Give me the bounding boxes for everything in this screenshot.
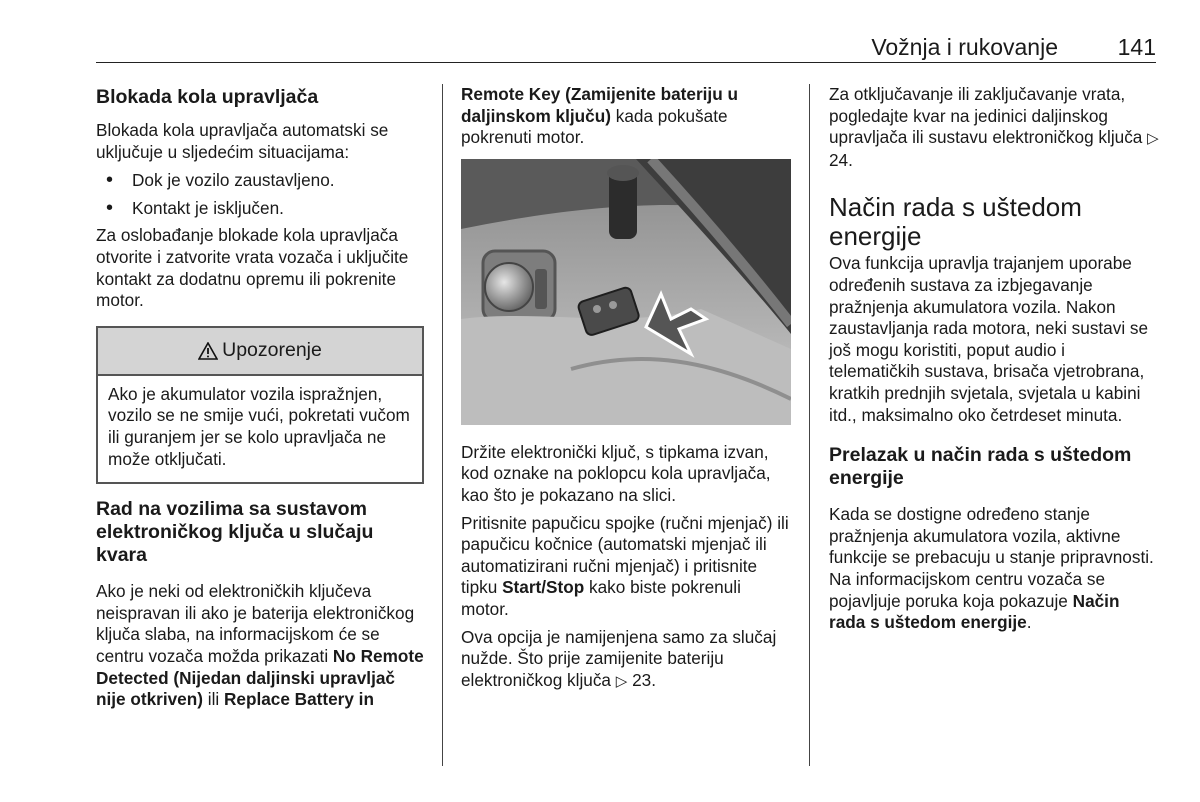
page-ref: 23. — [632, 669, 657, 690]
section-heading: Blokada kola upravljača — [96, 86, 319, 108]
text-run: kako biste pokrenuli motor. — [461, 577, 741, 619]
paragraph: Držite elektronički ključ, s tipkama izvan, kod oznake na poklopcu kola upravljača, kao što je pokazano na slici. — [461, 441, 771, 505]
paragraph — [461, 84, 791, 149]
text-run: Ako je neki od elektroničkih ključeva neispravan ili ako je baterija elektroničkog ključa slaba, na informacijskom će se centru vozača možda prikazati — [96, 581, 415, 666]
warning-text: Ako je akumulator vozila ispražnjen, vozilo se ne smije vući, pokretati vučom ili guranjem jer se kolo upravljača ne može otključati. — [108, 383, 410, 469]
page-ref-icon: ▷ — [1147, 130, 1159, 148]
text-run: Pritisnite papučicu spojke (ručni mjenjač) ili papučicu kočnice (automatski mjenjač ili automatizirani ručni mjenjač) i pritisnite tipku — [461, 512, 789, 598]
text-run: ili — [202, 689, 224, 710]
text-run: Kada se dostigne određeno stanje pražnjenja akumulatora vozila, aktivne funkcije se prebacuju u stanje pripravnosti. Na informacijskom centru vozača se pojavljuje poruka koja pokazuje — [829, 504, 1154, 611]
section-heading: Rad na vozilima sa sustavom elektroničkog ključa u slučaju kvara — [96, 498, 374, 567]
page-number: 141 — [1117, 34, 1156, 60]
list-item: • Kontakt je isključen. — [96, 198, 424, 220]
warning-header — [98, 328, 422, 376]
column-2 — [461, 84, 791, 692]
message-text: Replace Battery in — [223, 689, 374, 710]
subsection-heading: Prelazak u način rada s uštedom energije — [829, 444, 1132, 490]
section-heading: Način rada s uštedom energije — [829, 192, 1082, 252]
page-ref: 24. — [829, 149, 853, 170]
message-text: No Remote Detected (Nijedan daljinski upravljač nije otkriven) — [96, 645, 424, 710]
text-run: Za otključavanje ili zaključavanje vrata, pogledajte kvar na jedinici daljinskog upravljača ili sustavu elektroničkog ključa — [829, 84, 1143, 148]
warning-box — [96, 326, 424, 484]
paragraph — [96, 581, 424, 711]
bullet-list — [96, 170, 424, 219]
list-item: • Dok je vozilo zaustavljeno. — [96, 170, 424, 192]
text-run: Ova opcija je namijenjena samo za slučaj nužde. Što prije zamijenite bateriju elektroničkog ključa — [461, 626, 777, 690]
paragraph — [829, 84, 1159, 171]
paragraph: Blokada kola upravljača automatski se uključuje u sljedećim situacijama: — [96, 120, 389, 162]
paragraph — [461, 627, 791, 693]
text-run: kada pokušate pokrenuti motor. — [461, 105, 728, 148]
column-divider — [442, 84, 443, 766]
header-divider — [96, 62, 1156, 63]
warning-triangle-icon — [198, 342, 218, 360]
paragraph: Za oslobađanje blokade kola upravljača otvorite i zatvorite vrata vozača i uključite kontakt za dodatnu opremu ili pokrenite motor. — [96, 225, 409, 311]
message-text: Način rada s uštedom energije — [829, 590, 1120, 633]
paragraph: Ova funkcija upravlja trajanjem uporabe određenih sustava za izbjegavanje pražnjenja akumulatora vozila. Nakon zaustavljanja rada motora, neki sustavi se još mogu koristiti, poput audio i telematičkih sustava, brisača vjetrobrana, kratkih prednjih svjetala, svjetala u kabini itd., maksimalno oko četrdeset minuta. — [829, 253, 1149, 425]
message-text: Remote Key (Zamijenite bateriju u daljinskom ključu) — [461, 84, 738, 126]
key-name: Start/Stop — [502, 577, 585, 598]
paragraph — [461, 513, 791, 621]
page-ref-icon: ▷ — [615, 672, 628, 690]
text-run: . — [1026, 612, 1032, 633]
column-1 — [96, 84, 424, 711]
column-3 — [829, 84, 1159, 634]
warning-body — [98, 376, 422, 482]
warning-title: Upozorenje — [222, 339, 322, 362]
running-header: Vožnja i rukovanje — [871, 34, 1058, 60]
column-divider — [809, 84, 810, 766]
paragraph — [829, 504, 1159, 634]
steering-column-key-photo — [461, 159, 791, 425]
